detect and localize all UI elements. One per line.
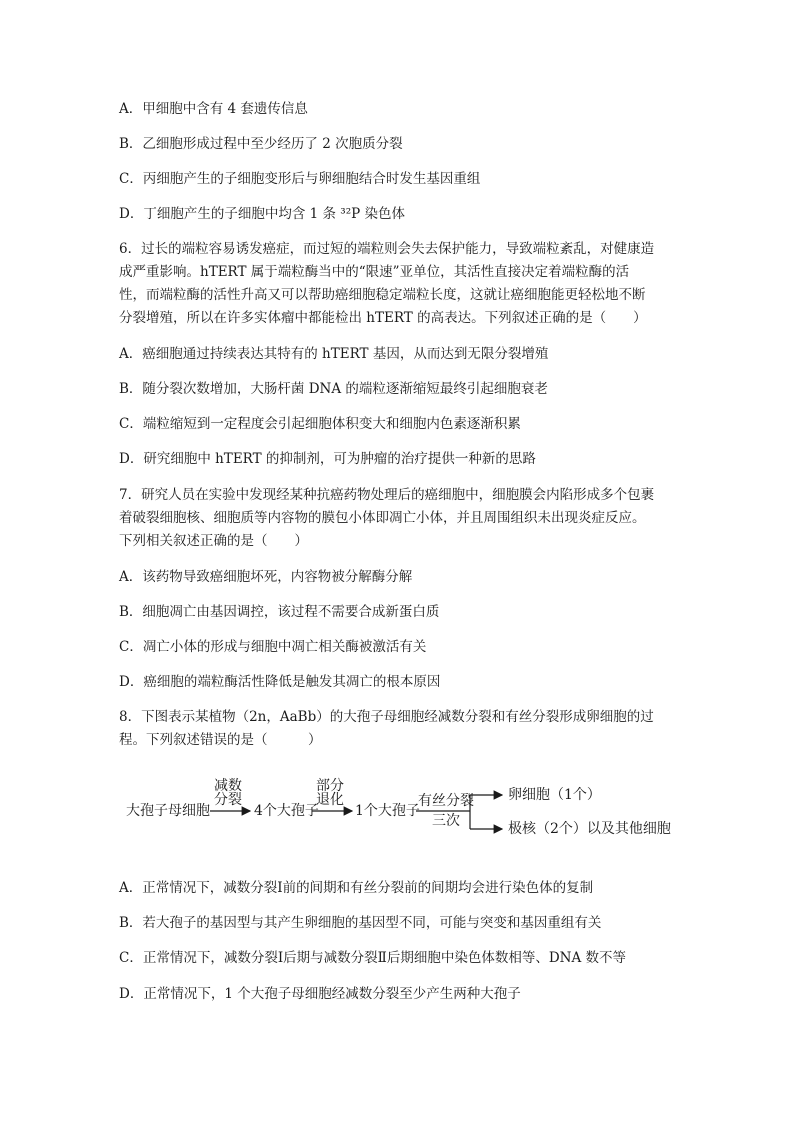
- diagram-step2-bottom: 退化: [316, 792, 344, 808]
- q6-stem-line-3: 性，而端粒酶的活性升高又可以帮助癌细胞稳定端粒长度，这就让癌细胞能更轻松地不断: [119, 287, 646, 303]
- q6-stem-line-1: 6．过长的端粒容易诱发癌症，而过短的端粒则会失去保护能力，导致端粒紊乱，对健康造: [119, 241, 655, 257]
- diagram-mid1: 4个大孢子: [254, 803, 319, 819]
- q7-option-c: C．凋亡小体的形成与细胞中凋亡相关酶被激活有关: [119, 639, 427, 655]
- q8-option-c: C．正常情况下，减数分裂Ⅰ后期与减数分裂Ⅱ后期细胞中染色体数相等、DNA 数不等: [119, 950, 627, 966]
- q5-option-d: D．丁细胞产生的子细胞中均含 1 条 ³²P 染色体: [119, 206, 405, 222]
- q8-stem-line-2: 程。下列叙述错误的是（ ）: [119, 732, 322, 748]
- q7-stem-line-3: 下列相关叙述正确的是（ ）: [119, 533, 308, 549]
- q8-process-diagram: [126, 775, 686, 845]
- q8-option-a: A．正常情况下，减数分裂Ⅰ前的间期和有丝分裂前的间期均会进行染色体的复制: [119, 880, 594, 896]
- diagram-step2-top: 部分: [316, 778, 344, 794]
- q7-option-d: D．癌细胞的端粒酶活性降低是触发其凋亡的根本原因: [119, 674, 441, 690]
- q5-option-a: A．甲细胞中含有 4 套遗传信息: [119, 101, 308, 117]
- q5-option-b: B．乙细胞形成过程中至少经历了 2 次胞质分裂: [119, 136, 403, 152]
- q6-option-d: D．研究细胞中 hTERT 的抑制剂，可为肿瘤的治疗提供一种新的思路: [119, 451, 536, 467]
- diagram-output-polar: 极核（2个）以及其他细胞: [508, 821, 671, 837]
- diagram-step3-top: 有丝分裂: [418, 793, 474, 809]
- diagram-step1-bottom: 分裂: [214, 792, 242, 808]
- q8-option-d: D．正常情况下，1 个大孢子母细胞经减数分裂至少产生两种大孢子: [119, 986, 521, 1002]
- q8-stem-line-1: 8．下图表示某植物（2n，AaBb）的大孢子母细胞经减数分裂和有丝分裂形成卵细胞的过: [119, 709, 654, 725]
- q7-stem-line-2: 着破裂细胞核、细胞质等内容物的膜包小体即凋亡小体，并且周围组织未出现炎症反应。: [119, 510, 646, 526]
- q7-option-b: B．细胞凋亡由基因调控，该过程不需要合成新蛋白质: [119, 604, 440, 620]
- q6-stem-line-4: 分裂增殖，所以在许多实体瘤中都能检出 hTERT 的高表达。下列叙述正确的是（ ）: [119, 310, 647, 326]
- diagram-output-egg: 卵细胞（1个）: [508, 787, 601, 803]
- q8-option-b: B．若大孢子的基因型与其产生卵细胞的基因型不同，可能与突变和基因重组有关: [119, 915, 602, 931]
- q6-option-c: C．端粒缩短到一定程度会引起细胞体积变大和细胞内色素逐渐积累: [119, 416, 521, 432]
- q6-stem-line-2: 成严重影响。hTERT 属于端粒酶当中的“限速”亚单位，其活性直接决定着端粒酶的活: [119, 264, 630, 280]
- diagram-step1-top: 减数: [214, 778, 242, 794]
- diagram-step3-bottom: 三次: [432, 813, 460, 829]
- diagram-mid2: 1个大孢子: [355, 803, 420, 819]
- q7-option-a: A．该药物导致癌细胞坏死，内容物被分解酶分解: [119, 569, 413, 585]
- q6-option-b: B．随分裂次数增加，大肠杆菌 DNA 的端粒逐渐缩短最终引起细胞衰老: [119, 381, 548, 397]
- q7-stem-line-1: 7．研究人员在实验中发现经某种抗癌药物处理后的癌细胞中，细胞膜会内陷形成多个包裹: [119, 487, 655, 503]
- q5-option-c: C．丙细胞产生的子细胞变形后与卵细胞结合时发生基因重组: [119, 171, 481, 187]
- q6-option-a: A．癌细胞通过持续表达其特有的 hTERT 基因，从而达到无限分裂增殖: [119, 346, 549, 362]
- diagram-start-cell: 大孢子母细胞: [126, 803, 210, 819]
